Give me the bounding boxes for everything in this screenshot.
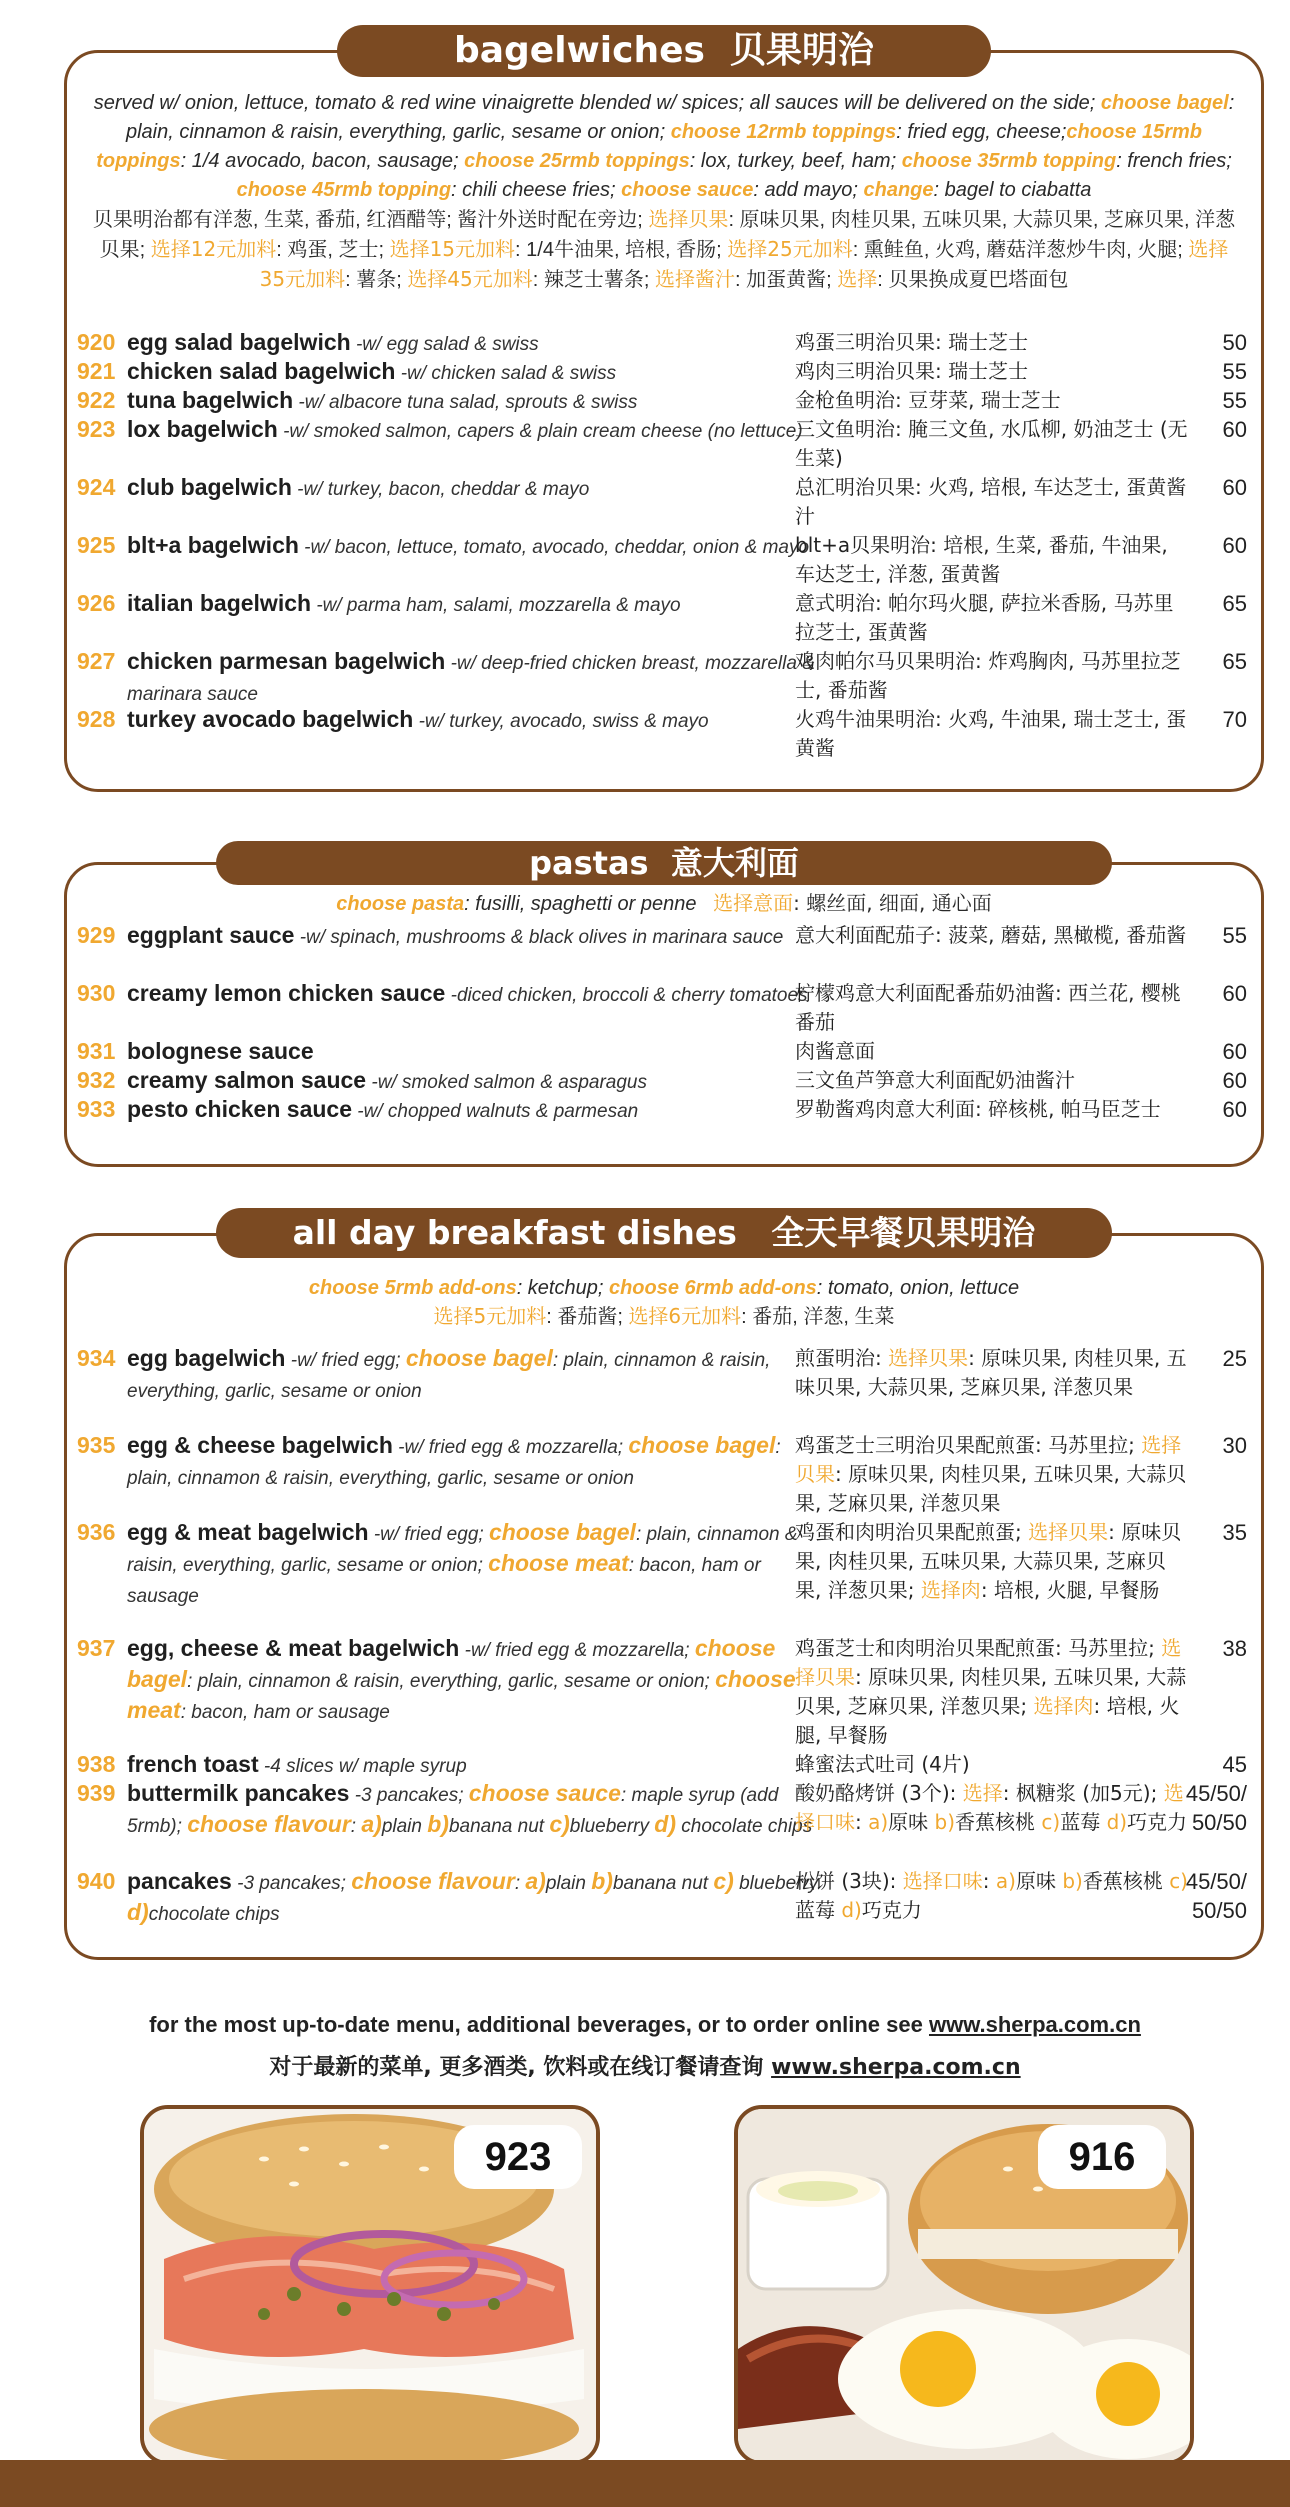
text-run: : 原味贝果, 肉桂贝果, 五味贝果, 大蒜贝果, 芝麻贝果, 洋葱贝果; (795, 1665, 1187, 1718)
text-run: : lox, turkey, beef, ham; (689, 150, 902, 172)
highlight-label: 选择贝果 (1028, 1520, 1109, 1544)
text-run: : (350, 1816, 362, 1837)
highlight-label: choose 45rmb topping (236, 179, 452, 201)
menu-item-939 (67, 1779, 1261, 1867)
item-description-cn: 罗勒酱鸡肉意大利面: 碎核桃, 帕马臣芝士 (795, 1097, 1161, 1121)
item-number: 939 (77, 1780, 116, 1806)
menu-item-923 (67, 415, 1261, 473)
highlight-label: choose 35rmb topping (901, 150, 1117, 172)
item-description-en (127, 473, 827, 504)
highlight-label: d) (1106, 1810, 1128, 1834)
menu-item-930 (67, 979, 1261, 1037)
menu-item-940 (67, 1867, 1261, 1937)
text-run: : 1/4 avocado, bacon, sausage; (180, 150, 465, 172)
highlight-label: choose sauce (468, 1780, 621, 1806)
item-desc: -w/ smoked salmon, capers & plain cream cheese (no lettuce) (277, 421, 803, 442)
item-price: 25 (1222, 1346, 1247, 1371)
text-run: blueberry (569, 1816, 655, 1837)
item-name: egg bagelwich (127, 1345, 286, 1371)
item-description-cn: 意式明治: 帕尔玛火腿, 萨拉米香肠, 马苏里拉芝士, 蛋黄酱 (795, 591, 1174, 644)
item-description-en (127, 979, 827, 1010)
highlight-label: 选择口味 (795, 1781, 1184, 1834)
website-link-cn[interactable]: www.sherpa.com.cn (771, 2055, 1021, 2080)
highlight-label: choose bagel (488, 1519, 636, 1545)
text-run: -w/ fried egg & mozzarella; (459, 1640, 695, 1661)
item-name: egg salad bagelwich (127, 329, 351, 355)
photo-lox-bagelwich (140, 2105, 600, 2465)
text-run: 鸡蛋和肉明治贝果配煎蛋; (795, 1520, 1029, 1544)
item-description-cn: 总汇明治贝果: 火鸡, 培根, 车达芝士, 蛋黄酱汁 (795, 475, 1187, 528)
item-name: bolognese sauce (127, 1038, 314, 1064)
text-run: : bacon, ham or sausage (180, 1702, 390, 1723)
text-run: : (514, 1873, 526, 1894)
item-number: 930 (77, 980, 116, 1006)
item-description-en (127, 1095, 827, 1126)
highlight-label: 选择5元加料 (433, 1304, 547, 1328)
item-name: egg & meat bagelwich (127, 1519, 369, 1545)
highlight-label: c) (713, 1868, 734, 1894)
breakfast-addons (89, 1274, 1239, 1303)
item-number: 927 (77, 648, 116, 674)
item-description-en (127, 921, 827, 952)
item-number: 924 (77, 474, 116, 500)
item-price: 60 (1222, 1097, 1247, 1122)
item-description-cn: 柠檬鸡意大利面配番茄奶油酱: 西兰花, 樱桃番茄 (795, 981, 1181, 1034)
highlight-label: 选择35元加料 (259, 237, 1229, 291)
item-number: 920 (77, 329, 116, 355)
menu-item-932 (67, 1066, 1261, 1095)
item-number: 933 (77, 1096, 116, 1122)
pastas-choose-line: choose pasta: fusilli, spaghetti or penne 选择意面: 螺丝面, 细面, 通心面 (336, 891, 992, 915)
text-run: : 番茄, 洋葱, 生菜 (741, 1306, 895, 1328)
item-number: 931 (77, 1038, 116, 1064)
highlight-label: choose 25rmb toppings (464, 150, 690, 172)
item-price: 45 (1222, 1752, 1247, 1777)
item-description-cn: 鸡肉帕尔马贝果明治: 炸鸡胸肉, 马苏里拉芝士, 番茄酱 (795, 649, 1181, 702)
item-description-en (127, 1779, 827, 1841)
highlight-label: choose sauce (621, 179, 754, 201)
item-price: 38 (1222, 1636, 1247, 1661)
item-description-en (127, 328, 827, 359)
menu-item-936 (67, 1518, 1261, 1634)
bottom-band (0, 2460, 1290, 2507)
menu-item-931 (67, 1037, 1261, 1066)
item-number: 935 (77, 1432, 116, 1458)
text-run: : 加蛋黄酱; (735, 269, 838, 291)
bagelwiches-description (89, 89, 1239, 205)
highlight-label: 选择贝果 (648, 207, 729, 231)
item-name: blt+a bagelwich (127, 532, 299, 558)
item-name: buttermilk pancakes (127, 1780, 350, 1806)
footer-cn-line: 对于最新的菜单, 更多酒类, 饮料或在线订餐请查询 www.sherpa.com.cn (269, 2055, 1021, 2080)
highlight-label: 选择15元加料 (389, 237, 516, 261)
highlight-label: choose 12rmb toppings (670, 121, 897, 143)
item-name: creamy lemon chicken sauce (127, 980, 446, 1006)
item-number: 940 (77, 1868, 116, 1894)
text-run: 蜂蜜法式吐司 (4片) (795, 1752, 970, 1776)
item-price: 60 (1222, 981, 1247, 1006)
highlight-label: choose bagel (628, 1432, 776, 1458)
photo-badge-916: 916 (1038, 2125, 1166, 2189)
text-run: 鸡蛋芝士和肉明治贝果配煎蛋: 马苏里拉; (795, 1636, 1162, 1660)
item-name: italian bagelwich (127, 590, 312, 616)
item-number: 921 (77, 358, 116, 384)
highlight-label: choose bagel (1100, 92, 1229, 114)
text-run: 鸡蛋芝士三明治贝果配煎蛋: 马苏里拉; (795, 1433, 1142, 1457)
highlight-label: choose meat (127, 1666, 796, 1723)
item-number: 926 (77, 590, 116, 616)
text-run: served w/ onion, lettuce, tomato & red wine vinaigrette blended w/ spices; all sauces will be delivered on the side; (93, 92, 1101, 114)
text-run: -w/ fried egg; (285, 1350, 406, 1371)
highlight-label: 选择25元加料 (727, 237, 853, 261)
text-run: plain (545, 1873, 592, 1894)
text-run: : plain, cinnamon & raisin, everything, garlic, sesame or onion; (125, 92, 1235, 143)
text-run: 煎蛋明治: (795, 1346, 889, 1370)
bagelwiches-title: bagelwiches 贝果明治 (337, 25, 991, 77)
text-run: : 培根, 火腿, 早餐肠 (980, 1578, 1160, 1602)
item-name: chicken salad bagelwich (127, 358, 396, 384)
bagelwiches-description-cn (89, 205, 1239, 295)
text-run: : 熏鲑鱼, 火鸡, 蘑菇洋葱炒牛肉, 火腿; (852, 239, 1189, 261)
highlight-label: c) (549, 1811, 570, 1837)
item-price: 60 (1222, 1068, 1247, 1093)
text-run: : 枫糖浆 (加5元); (1002, 1781, 1164, 1805)
item-desc: -w/ chopped walnuts & parmesan (352, 1101, 639, 1122)
text-run: : 原味贝果, 肉桂贝果, 五味贝果, 大蒜贝果, 芝麻贝果, 洋葱贝果 (795, 1346, 1187, 1399)
item-price: 70 (1222, 707, 1247, 732)
text-run: : 培根, 火腿, 早餐肠 (795, 1694, 1180, 1747)
highlight-label: 选择口味 (902, 1869, 983, 1893)
item-number: 925 (77, 532, 116, 558)
item-price: 60 (1222, 475, 1247, 500)
item-price: 60 (1222, 533, 1247, 558)
highlight-label: 选择12元加料 (150, 237, 277, 261)
text-run: banana nut (612, 1873, 714, 1894)
text-run: 酸奶酪烤饼 (3个): (795, 1781, 963, 1805)
item-name: eggplant sauce (127, 922, 295, 948)
item-number: 923 (77, 416, 116, 442)
item-description-en (127, 647, 827, 709)
menu-item-926 (67, 589, 1261, 647)
item-price: 60 (1222, 417, 1247, 442)
highlight-label: 选择 (962, 1781, 1003, 1805)
website-link[interactable]: www.sherpa.com.cn (928, 2012, 1141, 2037)
highlight-label: choose 6rmb add-ons (608, 1277, 817, 1299)
item-price: 65 (1222, 591, 1247, 616)
item-description-cn (795, 1518, 1190, 1605)
footer-en-line: for the most up-to-date menu, additional beverages, or to order online see www.sherpa.com.cn (149, 2012, 1141, 2037)
text-run: 巧克力 (861, 1898, 922, 1922)
item-name: turkey avocado bagelwich (127, 706, 414, 732)
item-desc: -w/ smoked salmon & asparagus (366, 1072, 647, 1093)
menu-item-929 (67, 921, 1261, 979)
text-run: : tomato, onion, lettuce (816, 1277, 1020, 1299)
item-name: lox bagelwich (127, 416, 278, 442)
text-run: 贝果明治都有洋葱, 生菜, 番茄, 红酒醋等; 酱汁外送时配在旁边; (92, 209, 649, 231)
text-run: : plain, cinnamon & raisin, everything, garlic, sesame or onion; (187, 1671, 716, 1692)
menu-item-937 (67, 1634, 1261, 1750)
text-run: : 1/4牛油果, 培根, 香肠; (515, 239, 728, 261)
item-description-en (127, 1066, 827, 1097)
item-number: 922 (77, 387, 116, 413)
item-description-cn: blt+a贝果明治: 培根, 生菜, 番茄, 牛油果, 车达芝士, 洋葱, 蛋黄酱 (795, 533, 1168, 586)
text-run: : plain, cinnamon & raisin, everything, garlic, sesame or onion (127, 1350, 771, 1402)
item-number: 932 (77, 1067, 116, 1093)
item-description-cn (795, 1867, 1190, 1925)
item-description-en (127, 386, 827, 417)
item-description-cn: 三文鱼芦笋意大利面配奶油酱汁 (795, 1068, 1075, 1092)
text-run: 香蕉核桃 (955, 1810, 1042, 1834)
highlight-label: a) (525, 1868, 546, 1894)
item-description-en (127, 589, 827, 620)
item-name: egg & cheese bagelwich (127, 1432, 393, 1458)
highlight-label: b) (591, 1868, 613, 1894)
pastas-title: pastas 意大利面 (216, 841, 1112, 885)
item-desc: -w/ parma ham, salami, mozzarella & mayo (311, 595, 681, 616)
text-run: 蓝莓 (1060, 1810, 1107, 1834)
item-price: 55 (1222, 388, 1247, 413)
text-run: 松饼 (3块): (795, 1869, 903, 1893)
item-price: 55 (1222, 923, 1247, 948)
highlight-label: c) (1169, 1869, 1188, 1893)
item-number: 936 (77, 1519, 116, 1545)
text-run: 蓝莓 (795, 1898, 842, 1922)
item-description-cn: 意大利面配茄子: 菠菜, 蘑菇, 黑橄榄, 番茄酱 (795, 923, 1187, 947)
menu-item-934 (67, 1344, 1261, 1431)
highlight-label: 选择肉 (920, 1578, 981, 1602)
item-description-cn (795, 1779, 1190, 1837)
highlight-label: b) (934, 1810, 956, 1834)
text-run: blueberry (733, 1873, 819, 1894)
item-desc: -w/ bacon, lettuce, tomato, avocado, cheddar, onion & mayo (298, 537, 810, 558)
item-price: 65 (1222, 649, 1247, 674)
text-run: 巧克力 (1127, 1810, 1188, 1834)
menu-item-928 (67, 705, 1261, 763)
item-name: chicken parmesan bagelwich (127, 648, 446, 674)
highlight-label: 选择贝果 (795, 1636, 1182, 1689)
highlight-label: b) (427, 1811, 449, 1837)
item-desc: -w/ spinach, mushrooms & black olives in marinara sauce (294, 927, 784, 948)
item-number: 934 (77, 1345, 116, 1371)
item-description-en (127, 1867, 827, 1929)
text-run: : plain, cinnamon & raisin, everything, garlic, sesame or onion; (127, 1524, 798, 1576)
text-run: : (855, 1810, 869, 1834)
item-description-cn: 金枪鱼明治: 豆芽菜, 瑞士芝士 (795, 388, 1061, 412)
highlight-label: choose bagel (405, 1345, 553, 1371)
menu-item-925 (67, 531, 1261, 589)
highlight-label: 选择贝果 (888, 1346, 969, 1370)
text-run: : 原味贝果, 肉桂贝果, 五味贝果, 大蒜贝果, 芝麻贝果, 洋葱贝果; (795, 1520, 1182, 1602)
item-description-en (127, 415, 827, 446)
highlight-label: choose bagel (127, 1635, 776, 1692)
text-run: : add mayo; (753, 179, 864, 201)
menu-item-927 (67, 647, 1261, 705)
item-description-en (127, 1750, 827, 1781)
item-price: 45/50/ 50/50 (1185, 1781, 1247, 1835)
breakfast-section (64, 1213, 1264, 1960)
item-description-en (127, 357, 827, 388)
highlight-label: 选择45元加料 (407, 267, 533, 291)
pastas-section (64, 844, 1264, 1167)
bagelwiches-section (64, 30, 1264, 792)
highlight-label: d) (654, 1811, 676, 1837)
item-description-cn: 火鸡牛油果明治: 火鸡, 牛油果, 瑞士芝士, 蛋黄酱 (795, 707, 1187, 760)
item-description-cn: 肉酱意面 (795, 1039, 875, 1063)
menu-item-920 (67, 328, 1261, 357)
item-name: egg, cheese & meat bagelwich (127, 1635, 460, 1661)
menu-item-935 (67, 1431, 1261, 1518)
item-description-en (127, 1634, 827, 1727)
item-description-en (127, 705, 827, 736)
item-name: tuna bagelwich (127, 387, 294, 413)
item-number: 928 (77, 706, 116, 732)
menu-item-922 (67, 386, 1261, 415)
highlight-label: choose 15rmb toppings (96, 121, 1203, 172)
highlight-label: choose flavour (351, 1868, 515, 1894)
item-price: 35 (1222, 1520, 1247, 1545)
item-description-cn (795, 1634, 1190, 1750)
breakfast-title: all day breakfast dishes 全天早餐贝果明治 (216, 1208, 1112, 1258)
text-run: : 鸡蛋, 芝士; (276, 239, 390, 261)
highlight-label: c) (1041, 1810, 1061, 1834)
item-number: 938 (77, 1751, 116, 1777)
highlight-label: 选择肉 (1033, 1694, 1094, 1718)
item-description-cn (795, 1431, 1190, 1518)
item-description-cn (795, 1344, 1190, 1402)
item-description-en (127, 1037, 827, 1068)
item-description-cn: 鸡肉三明治贝果: 瑞士芝士 (795, 359, 1029, 383)
item-desc: -diced chicken, broccoli & cherry tomatoes (445, 985, 808, 1006)
text-run: chocolate chips (148, 1904, 280, 1925)
highlight-label: 选择6元加料 (628, 1304, 742, 1328)
item-description-cn: 鸡蛋三明治贝果: 瑞士芝士 (795, 330, 1029, 354)
text-run: chocolate chips (676, 1816, 813, 1837)
menu-item-938 (67, 1750, 1261, 1779)
highlight-label: 选择 (837, 267, 878, 291)
text-run: -4 slices w/ maple syrup (258, 1756, 467, 1777)
text-run: : 番茄酱; (546, 1306, 629, 1328)
item-number: 937 (77, 1635, 116, 1661)
breakfast-addons-cn (89, 1302, 1239, 1332)
highlight-label: choose 5rmb add-ons (308, 1277, 517, 1299)
item-description-en (127, 1518, 827, 1611)
item-desc: -w/ turkey, bacon, cheddar & mayo (291, 479, 590, 500)
text-run: banana nut (448, 1816, 550, 1837)
text-run: -w/ fried egg; (368, 1524, 489, 1545)
highlight-label: 选择贝果 (795, 1433, 1182, 1486)
item-number: 929 (77, 922, 116, 948)
text-run: 原味 (1015, 1869, 1063, 1893)
item-description-en (127, 1431, 827, 1493)
highlight-label: a) (868, 1810, 889, 1834)
item-description-cn: 三文鱼明治: 腌三文鱼, 水瓜柳, 奶油芝士 (无生菜) (795, 417, 1188, 470)
item-desc: -w/ deep-fried chicken breast, mozzarella & marinara sauce (127, 653, 815, 705)
item-price: 45/50/ 50/50 (1185, 1869, 1247, 1923)
highlight-label: d) (841, 1898, 862, 1922)
text-run: : french fries; (1116, 150, 1232, 172)
text-run: -w/ fried egg & mozzarella; (392, 1437, 629, 1458)
item-name: french toast (127, 1751, 259, 1777)
text-run: : fried egg, cheese; (896, 121, 1067, 143)
item-desc: -w/ turkey, avocado, swiss & mayo (413, 711, 709, 732)
item-description-en (127, 531, 827, 562)
item-price: 50 (1222, 330, 1247, 355)
highlight-label: a) (995, 1869, 1016, 1893)
item-name: creamy salmon sauce (127, 1067, 367, 1093)
text-run: : ketchup; (516, 1277, 609, 1299)
text-run: : 薯条; (345, 269, 408, 291)
item-desc: -w/ egg salad & swiss (350, 334, 539, 355)
text-run: : 贝果换成夏巴塔面包 (877, 269, 1069, 291)
item-desc: -w/ albacore tuna salad, sprouts & swiss (293, 392, 638, 413)
menu-item-921 (67, 357, 1261, 386)
highlight-label: choose flavour (187, 1811, 351, 1837)
text-run: plain (381, 1816, 428, 1837)
text-run: : bacon, ham or sausage (127, 1555, 761, 1607)
highlight-label: choose meat (488, 1550, 629, 1576)
item-name: pesto chicken sauce (127, 1096, 352, 1122)
menu-item-924 (67, 473, 1261, 531)
text-run: -3 pancakes; (231, 1873, 352, 1894)
item-description-en (127, 1344, 827, 1406)
text-run: -3 pancakes; (349, 1785, 469, 1806)
highlight-label: 选择酱汁 (655, 267, 735, 291)
text-run: : plain, cinnamon & raisin, everything, garlic, sesame or onion (127, 1437, 781, 1489)
text-run: : chili cheese fries; (451, 179, 622, 201)
text-run: : bagel to ciabatta (933, 179, 1092, 201)
item-price: 30 (1222, 1433, 1247, 1458)
highlight-label: a) (361, 1811, 382, 1837)
text-run: : 辣芝士薯条; (532, 269, 655, 291)
item-name: club bagelwich (127, 474, 292, 500)
text-run: : 原味贝果, 肉桂贝果, 五味贝果, 大蒜贝果, 芝麻贝果, 洋葱贝果 (795, 1462, 1187, 1515)
item-price: 60 (1222, 1039, 1247, 1064)
text-run: : 原味贝果, 肉桂贝果, 五味贝果, 大蒜贝果, 芝麻贝果, 洋葱贝果; (99, 209, 1236, 261)
photo-badge-923: 923 (454, 2125, 582, 2189)
text-run: 香蕉核桃 (1082, 1869, 1170, 1893)
item-desc: -w/ chicken salad & swiss (395, 363, 617, 384)
text-run: 原味 (888, 1810, 935, 1834)
text-run: : (982, 1869, 996, 1893)
item-name: pancakes (127, 1868, 232, 1894)
item-description-cn (795, 1750, 1190, 1779)
photo-breakfast-bagel (734, 2105, 1194, 2465)
text-run: : maple syrup (add 5rmb); (127, 1785, 779, 1837)
highlight-label: change (863, 179, 934, 201)
item-price: 55 (1222, 359, 1247, 384)
highlight-label: b) (1062, 1869, 1083, 1893)
menu-item-933 (67, 1095, 1261, 1153)
highlight-label: d) (127, 1899, 149, 1925)
